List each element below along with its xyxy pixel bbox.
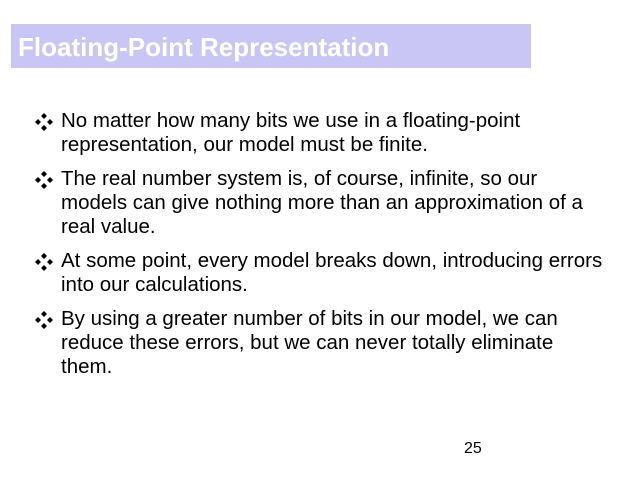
bullet-item — [34, 307, 604, 379]
page-number: 25 — [464, 440, 482, 457]
bullet-list — [34, 109, 604, 389]
bullet-item — [34, 109, 604, 157]
four-diamond-bullet-icon — [34, 170, 54, 190]
bullet-text: No matter how many bits we use in a floating-point representation, our model must be finite. — [61, 109, 521, 156]
bullet-text: At some point, every model breaks down, introducing errors into our calculations. — [61, 249, 603, 296]
slide-title: Floating-Point Representation — [18, 32, 390, 62]
four-diamond-bullet-icon — [34, 112, 54, 132]
bullet-item — [34, 167, 604, 239]
bullet-item — [34, 249, 604, 297]
bullet-text: By using a greater number of bits in our model, we can reduce these errors, but we can never totally eliminate them. — [61, 307, 558, 378]
four-diamond-bullet-icon — [34, 252, 54, 272]
four-diamond-bullet-icon — [34, 310, 54, 330]
title-bar — [11, 24, 531, 68]
bullet-text: The real number system is, of course, infinite, so our models can give nothing more than an approximation of a real value. — [61, 167, 583, 238]
